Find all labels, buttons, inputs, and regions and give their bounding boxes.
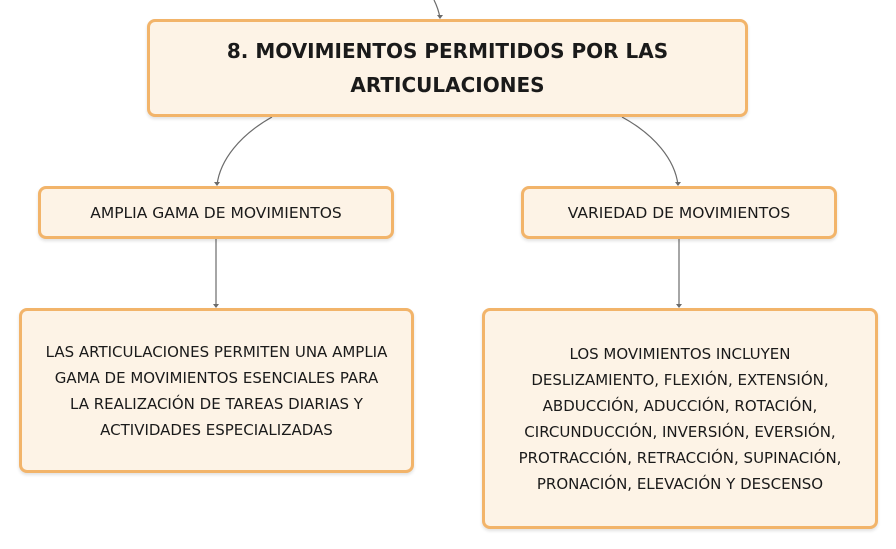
- connector-root-left: [217, 117, 272, 185]
- detail-line: LA REALIZACIÓN DE TAREAS DIARIAS Y: [70, 394, 363, 413]
- root-title-line-1: 8. MOVIMIENTOS PERMITIDOS POR LAS: [226, 39, 669, 63]
- detail-text: [46, 339, 388, 443]
- branch-label: AMPLIA GAMA DE MOVIMIENTOS: [90, 203, 342, 222]
- detail-line: CIRCUNDUCCIÓN, INVERSIÓN, EVERSIÓN,: [524, 422, 836, 441]
- detail-text: [519, 341, 842, 497]
- branch-node-variedad[interactable]: [521, 186, 837, 239]
- detail-line: PROTRACCIÓN, RETRACCIÓN, SUPINACIÓN,: [518, 448, 842, 467]
- detail-line: ABDUCCIÓN, ADUCCIÓN, ROTACIÓN,: [542, 396, 818, 415]
- root-title-line-2: ARTICULACIONES: [350, 73, 545, 97]
- detail-line: GAMA DE MOVIMIENTOS ESENCIALES PARA: [54, 368, 379, 387]
- detail-node-variedad[interactable]: [482, 308, 878, 529]
- root-node[interactable]: [147, 19, 748, 117]
- detail-line: PRONACIÓN, ELEVACIÓN Y DESCENSO: [536, 474, 824, 493]
- detail-line: ACTIVIDADES ESPECIALIZADAS: [100, 420, 333, 439]
- branch-node-amplia-gama[interactable]: [38, 186, 394, 239]
- root-title: [227, 34, 668, 102]
- detail-line: LAS ARTICULACIONES PERMITEN UNA AMPLIA: [45, 342, 388, 361]
- branch-label: VARIEDAD DE MOVIMIENTOS: [567, 203, 791, 222]
- connector-root-right: [622, 117, 678, 185]
- detail-line: DESLIZAMIENTO, FLEXIÓN, EXTENSIÓN,: [531, 370, 829, 389]
- detail-node-amplia-gama[interactable]: [19, 308, 414, 473]
- detail-line: LOS MOVIMIENTOS INCLUYEN: [569, 344, 791, 363]
